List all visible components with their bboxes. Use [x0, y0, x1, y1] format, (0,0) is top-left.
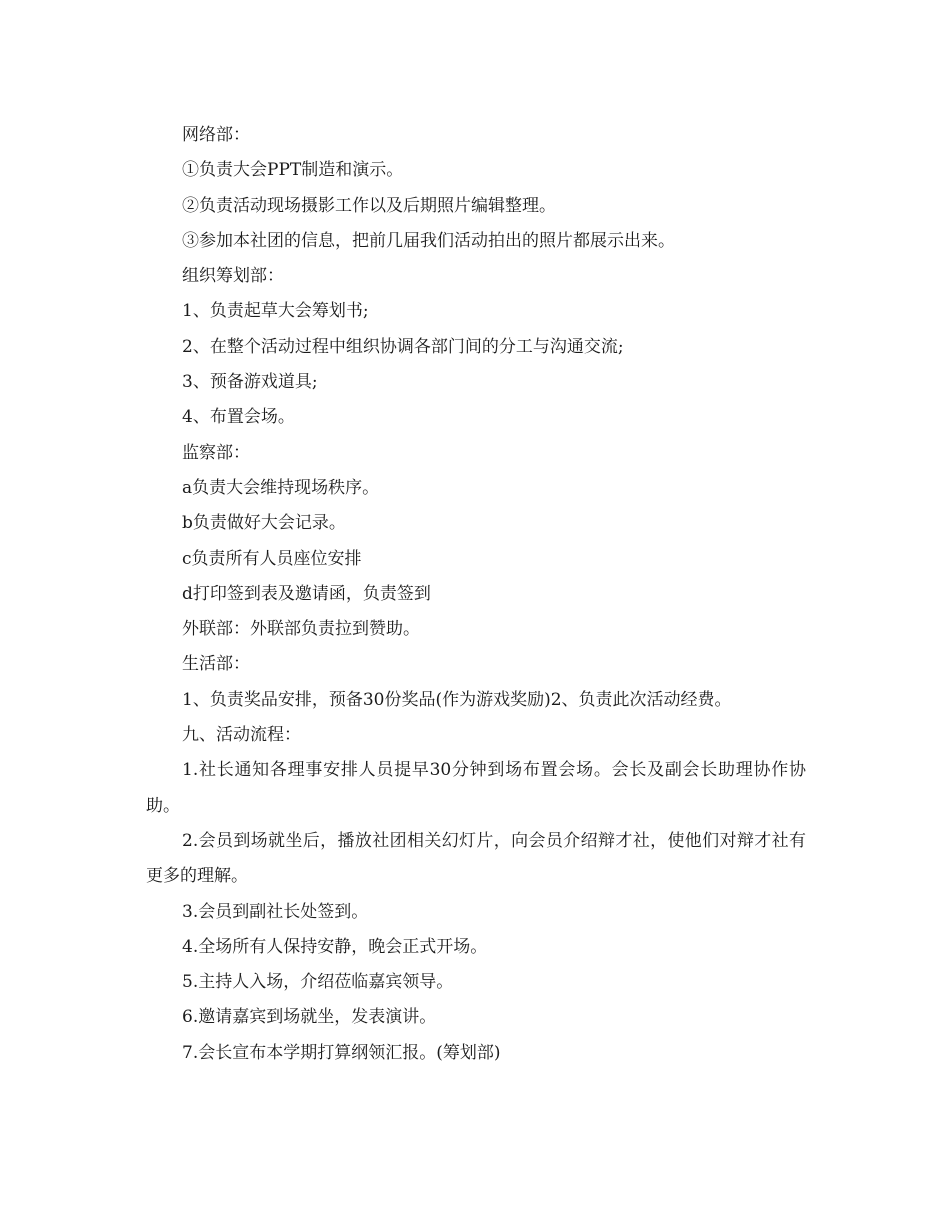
network-duty-1: ①负责大会PPT制造和演示。: [182, 160, 404, 181]
supervision-duty-d: d打印签到表及邀请函，负责签到: [182, 583, 431, 604]
planning-duty-4: 4、布置会场。: [182, 407, 295, 428]
network-duty-2: ②负责活动现场摄影工作以及后期照片编辑整理。: [182, 195, 556, 216]
planning-duty-2: 2、在整个活动过程中组织协调各部门间的分工与沟通交流;: [182, 336, 624, 357]
supervision-duty-b: b负责做好大会记录。: [182, 513, 346, 534]
process-step-5: 5.主持人入场，介绍莅临嘉宾领导。: [182, 972, 454, 993]
planning-duty-3: 3、预备游戏道具;: [182, 372, 318, 393]
process-step-1: 1.社长通知各理事安排人员提早30分钟到场布置会场。会长及副会长助理协作协助。: [146, 760, 806, 816]
section-external-relations: 外联部：外联部负责拉到赞助。: [182, 619, 420, 640]
supervision-duty-a: a负责大会维持现场秩序。: [182, 477, 380, 498]
process-step-2: 2.会员到场就坐后，播放社团相关幻灯片，向会员介绍辩才社，使他们对辩才社有更多的理解。: [146, 830, 806, 887]
supervision-duty-c: c负责所有人员座位安排: [182, 548, 362, 569]
process-step-6: 6.邀请嘉宾到场就坐，发表演讲。: [182, 1007, 437, 1028]
section-heading-process: 九、活动流程：: [182, 725, 301, 746]
section-heading-supervision: 监察部：: [182, 442, 250, 463]
process-step-4: 4.全场所有人保持安静，晚会正式开场。: [182, 936, 488, 957]
process-step-3: 3.会员到副社长处签到。: [182, 901, 369, 922]
section-heading-planning: 组织筹划部：: [182, 266, 284, 287]
document-body: [146, 118, 806, 1071]
life-duties: 1、负责奖品安排，预备30份奖品(作为游戏奖励)2、负责此次活动经费。: [182, 689, 732, 710]
section-heading-network: 网络部：: [182, 125, 250, 145]
planning-duty-1: 1、负责起草大会筹划书;: [182, 301, 369, 322]
network-duty-3: ③参加本社团的信息，把前几届我们活动拍出的照片都展示出来。: [182, 230, 675, 251]
section-heading-life: 生活部：: [182, 654, 250, 675]
process-step-7: 7.会长宣布本学期打算纲领汇报。(筹划部): [182, 1042, 501, 1063]
